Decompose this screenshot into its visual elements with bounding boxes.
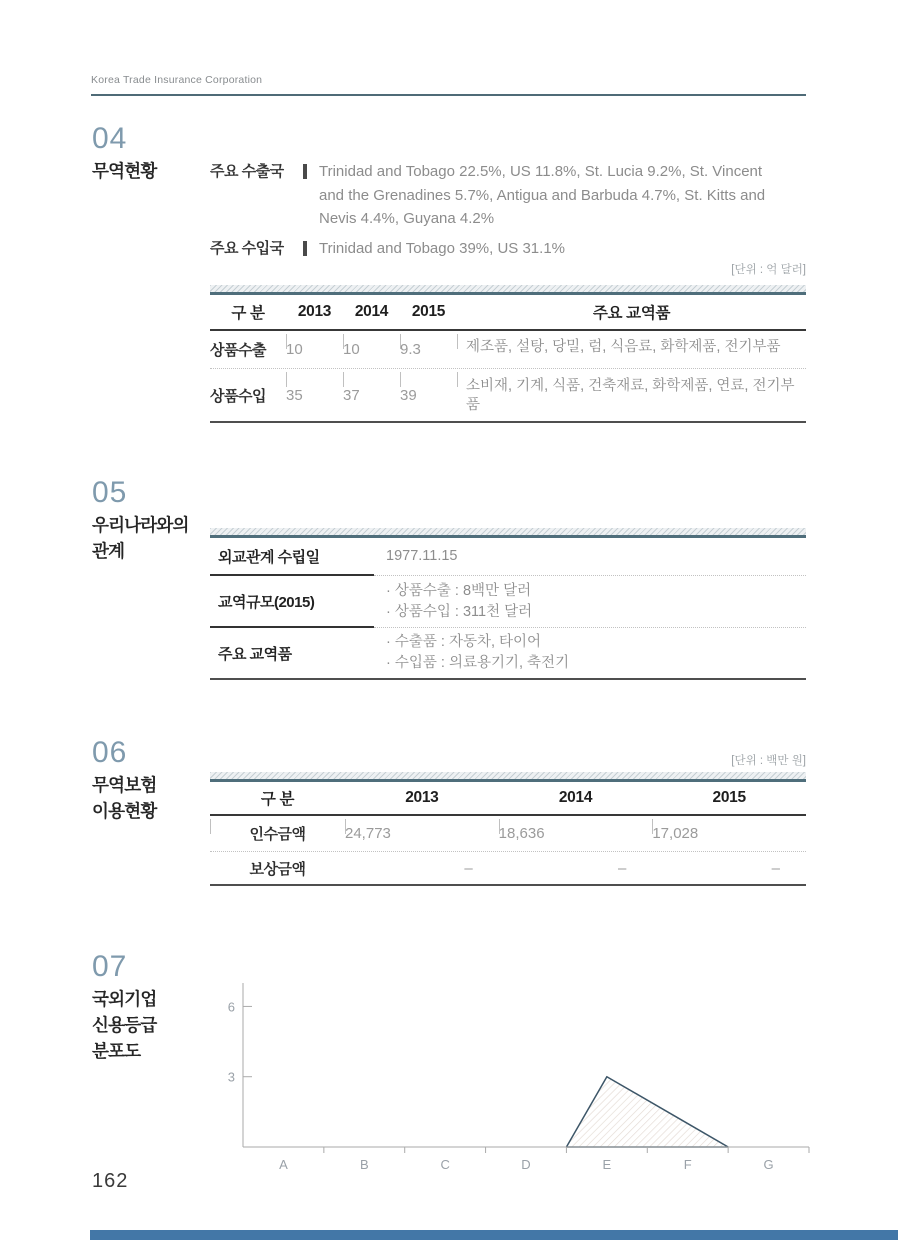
row-value: · 상품수출 : 8백만 달러 · 상품수입 : 311천 달러 — [374, 576, 806, 628]
year-value-cell: 35 — [286, 369, 343, 421]
row-value: 1977.11.15 — [374, 538, 806, 576]
year-value-cell: 18,636 — [499, 816, 653, 851]
col-header-2013: 2013 — [297, 303, 332, 320]
year-value-cell: 17,028 — [652, 816, 806, 851]
section-05-number: 05 — [92, 476, 128, 509]
table-accent-bar — [210, 772, 806, 782]
table-row — [210, 628, 806, 680]
table-row — [210, 576, 806, 628]
row-label: 주요 교역품 — [218, 645, 292, 663]
col-header-2015: 2015 — [411, 303, 446, 320]
col-header-2015: 2015 — [712, 789, 746, 806]
items-cell: 제조품, 설탕, 당밀, 럼, 식음료, 화학제품, 전기부품 — [457, 331, 806, 368]
year-value-cell: 10 — [343, 331, 400, 368]
svg-text:B: B — [359, 1157, 369, 1172]
table-row — [210, 538, 806, 576]
divider-bar — [303, 241, 307, 256]
import-countries-row — [210, 237, 806, 261]
col-header-2014: 2014 — [558, 789, 593, 806]
col-header-2013: 2013 — [405, 789, 439, 806]
section-07-title: 국외기업 신용등급 분포도 — [92, 989, 157, 1061]
credit-rating-chart — [220, 975, 820, 1175]
svg-text:6: 6 — [227, 999, 235, 1015]
year-value-cell: 24,773 — [345, 816, 499, 851]
header-rule — [91, 94, 806, 96]
relation-table — [210, 528, 806, 680]
svg-text:E: E — [602, 1157, 612, 1172]
section-07-number: 07 — [92, 950, 128, 983]
year-value-cell: 37 — [343, 369, 400, 421]
brand-text: Korea Trade Insurance Corporation — [91, 74, 263, 86]
credit-chart-svg — [220, 975, 820, 1175]
svg-text:F: F — [683, 1157, 692, 1172]
svg-text:3: 3 — [227, 1069, 235, 1085]
year-value-cell: 10 — [286, 331, 343, 368]
row-label: 상품수출 — [210, 342, 266, 359]
row-label: 보상금액 — [249, 860, 306, 878]
unit-label-trade: [단위 : 억 달러] — [731, 264, 806, 276]
export-countries-value: Trinidad and Tobago 22.5%, US 11.8%, St. Lucia 9.2%, St. Vincent and the Grenadines 5.7%, Antigua and Barbuda 4.7%, St. Kitts and Nevis 4.4%, Guyana 4.2% — [319, 163, 766, 227]
table-accent-bar — [210, 528, 806, 538]
col-header-group: 구 분 — [231, 305, 265, 322]
svg-text:D: D — [521, 1157, 531, 1172]
section-06-number: 06 — [92, 736, 128, 769]
insurance-table-header — [210, 782, 806, 816]
row-label: 상품수입 — [210, 387, 266, 405]
table-accent-bar — [210, 285, 806, 295]
section-05-title: 우리나라와의 관계 — [92, 515, 189, 561]
col-header-2014: 2014 — [354, 303, 389, 320]
trade-table-header — [210, 295, 806, 331]
table-row — [210, 369, 806, 423]
section-06-title: 무역보험 이용현황 — [92, 775, 157, 821]
export-countries-label: 주요 수출국 — [210, 163, 284, 180]
row-value: · 수출품 : 자동차, 타이어 · 수입품 : 의료용기기, 축전기 — [386, 634, 570, 671]
table-row — [210, 816, 806, 852]
footer-accent-bar — [90, 1230, 898, 1240]
row-label: 인수금액 — [210, 816, 345, 851]
svg-text:G: G — [763, 1157, 774, 1172]
insurance-table — [210, 772, 806, 886]
import-countries-label: 주요 수입국 — [210, 240, 284, 257]
year-value-cell: – — [618, 859, 627, 877]
section-04-number: 04 — [92, 122, 128, 155]
col-header-group: 구 분 — [260, 791, 295, 808]
divider-bar — [303, 164, 307, 179]
unit-label-insurance: [단위 : 백만 원] — [731, 755, 806, 767]
svg-text:C: C — [440, 1157, 450, 1172]
import-countries-value: Trinidad and Tobago 39%, US 31.1% — [319, 240, 565, 257]
year-value-cell: – — [464, 859, 473, 877]
items-cell: 소비재, 기계, 식품, 건축재료, 화학제품, 연료, 전기부품 — [457, 369, 806, 421]
row-label: 외교관계 수립일 — [210, 538, 374, 576]
export-countries-row — [210, 160, 806, 231]
year-value-cell: 39 — [400, 369, 457, 421]
svg-text:A: A — [279, 1157, 288, 1172]
trade-table — [210, 285, 806, 423]
col-header-items: 주요 교역품 — [592, 305, 671, 322]
year-value-cell: 9.3 — [400, 331, 457, 368]
section-04-title: 무역현황 — [92, 161, 157, 181]
page-number: 162 — [92, 1170, 129, 1192]
table-row — [210, 852, 806, 886]
row-label: 교역규모(2015) — [210, 576, 374, 628]
year-value-cell: – — [771, 859, 781, 877]
table-row — [210, 331, 806, 369]
